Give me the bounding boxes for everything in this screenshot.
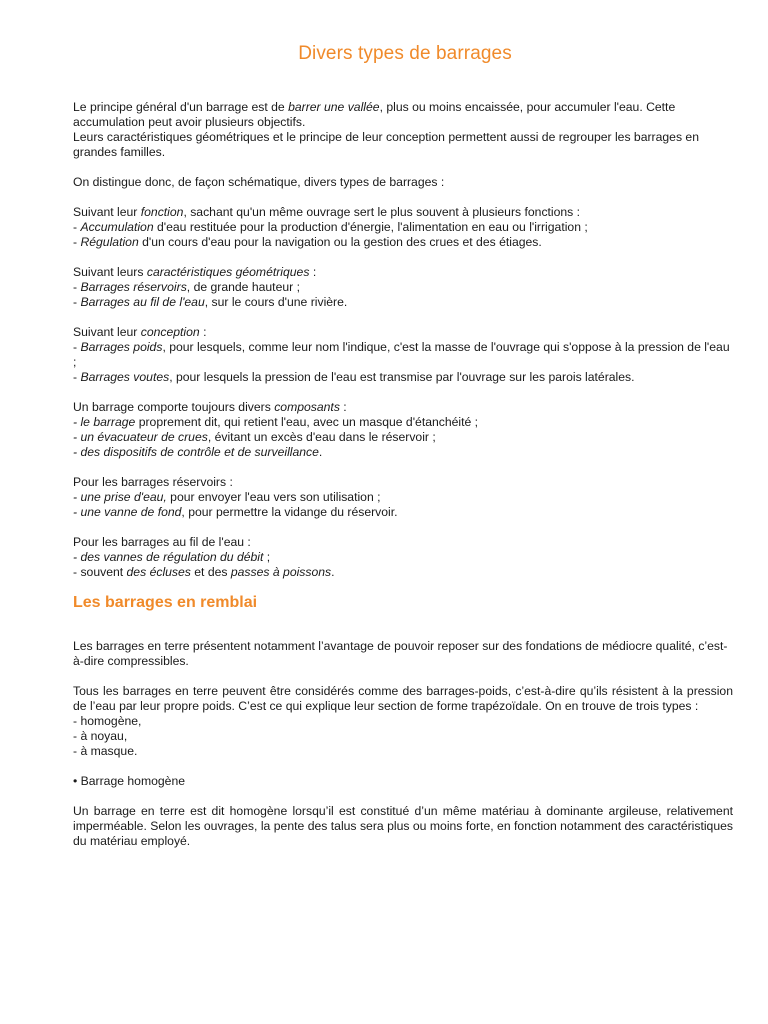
text-span: - [73,235,81,249]
text-span: , plus ou moins encaissée, pour accumuler l'eau. Cette accumulation peut avoir plusieurs objectifs. [73,100,676,129]
text-span: - [73,370,81,384]
emphasis: fonction [140,205,184,219]
text-span: - [73,295,81,309]
list-item [73,505,733,520]
section-title-remblai: Les barrages en remblai [73,594,258,611]
text-span: - souvent [73,565,127,579]
text-span: d'eau restituée pour la production d'énergie, l'alimentation en eau ou l'irrigation ; [153,220,588,234]
text-span: - [73,340,81,354]
intro-paragraph [73,100,733,130]
list-item [73,340,733,370]
text-span: Suivant leurs [73,265,147,279]
text-span: . [318,445,323,459]
intro-paragraph-2: Leurs caractéristiques géométriques et le principe de leur conception permettent aussi de regrouper les barrages en grandes familles. [73,130,699,159]
fonction-section [73,205,733,250]
reservoirs-lead: Pour les barrages réservoirs : [73,475,233,489]
emphasis: - des vannes de régulation du débit [73,550,264,564]
text-span: , de grande hauteur ; [186,280,300,294]
fonction-lead [73,205,733,220]
list-item [73,490,733,505]
emphasis: caractéristiques géométriques [146,265,310,279]
emphasis: conception [140,325,200,339]
fil-eau-section [73,535,733,580]
list-item [73,370,733,385]
text-span: et des [190,565,231,579]
document-body [73,100,733,849]
emphasis: barrer une vallée [288,100,380,114]
list-item [73,220,733,235]
text-span: pour envoyer l'eau vers son utilisation ; [166,490,381,504]
text-span: : [339,400,347,414]
emphasis: - une vanne de fond [73,505,182,519]
text-span: , pour permettre la vidange du réservoir. [181,505,398,519]
emphasis: passes à poissons [230,565,332,579]
distinguish-paragraph: On distingue donc, de façon schématique, divers types de barrages : [73,175,445,189]
geometrie-section [73,265,733,310]
text-span: , sur le cours d'une rivière. [204,295,348,309]
emphasis: - un évacuateur de crues [73,430,208,444]
text-span: : [199,325,207,339]
list-item: - à noyau, [73,729,128,743]
text-span: Un barrage comporte toujours divers [73,400,275,414]
remblai-paragraph-2: Tous les barrages en terre peuvent être considérés comme des barrages-poids, c’est-à-dire qu’ils résistent à la pression de l’eau par leur propre poids. C’est ce qui explique leur section de forme trapézoïdale. On en trouve de trois types : [73,684,733,713]
geometrie-lead [73,265,733,280]
emphasis: Accumulation [80,220,154,234]
text-span: ; [263,550,271,564]
list-item [73,415,733,430]
list-item [73,280,733,295]
text-span: , pour lesquels, comme leur nom l'indique, c'est la masse de l'ouvrage qui s'oppose à la pression de l'eau ; [73,340,730,369]
emphasis: Barrages voutes [80,370,170,384]
emphasis: composants [274,400,340,414]
list-item: - à masque. [73,744,138,758]
list-item [73,565,733,580]
list-item: - homogène, [73,714,142,728]
bullet-heading: • Barrage homogène [73,774,185,788]
text-span: d'un cours d'eau pour la navigation ou la gestion des crues et des étiages. [138,235,542,249]
reservoirs-section [73,475,733,520]
list-item [73,235,733,250]
text-span: - [73,220,81,234]
text-span: - [73,280,81,294]
composants-section [73,400,733,460]
text-span: Suivant leur [73,325,141,339]
text-span: Le principe général d'un barrage est de [73,100,289,114]
text-span: . [331,565,335,579]
remblai-paragraph-3: Un barrage en terre est dit homogène lorsqu’il est constitué d’un même matériau à dominante argileuse, relativement imperméable. Selon les ouvrages, la pente des talus sera plus ou moins forte, en fonction notamment des caractéristiques du matériau employé. [73,804,733,848]
emphasis: - des dispositifs de contrôle et de surveillance [73,445,319,459]
fil-eau-lead: Pour les barrages au fil de l'eau : [73,535,251,549]
conception-section [73,325,733,385]
text-span: , sachant qu'un même ouvrage sert le plus souvent à plusieurs fonctions : [183,205,581,219]
emphasis: Barrages au fil de l'eau [80,295,205,309]
page-title: Divers types de barrages [298,43,512,64]
conception-lead [73,325,733,340]
emphasis: Régulation [80,235,139,249]
list-item [73,430,733,445]
text-span: : [309,265,317,279]
emphasis: - le barrage [73,415,136,429]
emphasis: Barrages poids [80,340,163,354]
text-span: proprement dit, qui retient l'eau, avec un masque d'étanchéité ; [135,415,479,429]
list-item [73,295,733,310]
emphasis: - une prise d'eau, [73,490,167,504]
text-span: Suivant leur [73,205,141,219]
composants-lead [73,400,733,415]
emphasis: Barrages réservoirs [80,280,187,294]
list-item [73,550,733,565]
text-span: , évitant un excès d'eau dans le réservoir ; [207,430,436,444]
emphasis: des écluses [126,565,191,579]
text-span: , pour lesquels la pression de l'eau est transmise par l'ouvrage sur les parois latérales. [169,370,635,384]
remblai-paragraph-1: Les barrages en terre présentent notamment l’avantage de pouvoir reposer sur des fondations de médiocre qualité, c’est-à-dire compressibles. [73,639,728,668]
list-item [73,445,733,460]
